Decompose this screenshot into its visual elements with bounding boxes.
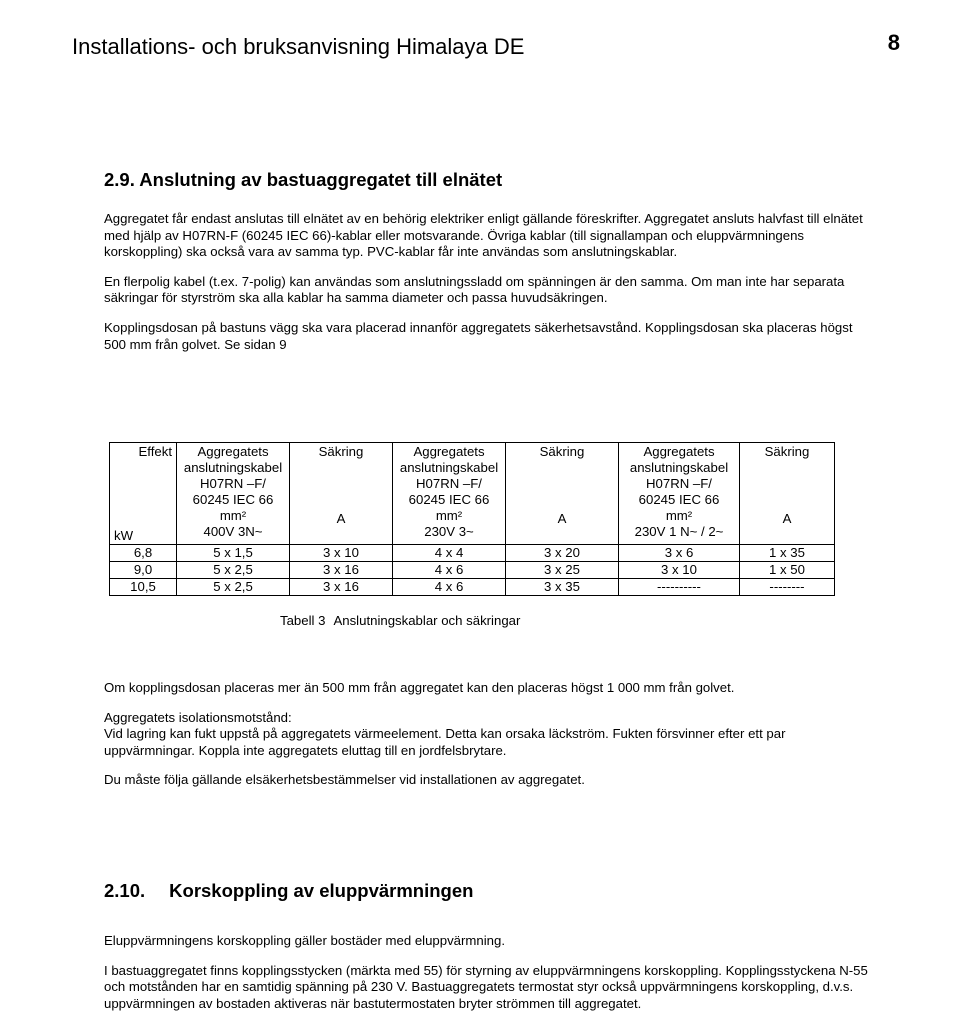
- section-2-10-body: [104, 933, 874, 1012]
- table-header-row: [110, 443, 835, 545]
- paragraph: Du måste följa gällande elsäkerhetsbestämmelser vid installationen av aggregatet.: [104, 772, 585, 788]
- paragraph: Om kopplingsdosan placeras mer än 500 mm från aggregatet kan den placeras högst 1 000 mm från golvet.: [104, 680, 735, 695]
- paragraph: En flerpolig kabel (t.ex. 7-polig) kan användas som anslutningssladd om spänningen är den samma. Om man inte har separata säkringar för styrström ska alla kablar ha samma diameter och passa huvudsäkringen.: [104, 273, 845, 306]
- header-cell-fuse: Säkring A: [506, 443, 619, 545]
- table-row: 10,5 5 x 2,5 3 x 16 4 x 6 3 x 35 ---------- --------: [110, 579, 835, 596]
- header-cell-cable-400v: Aggregatets anslutningskabel H07RN –F/ 60245 IEC 66 mm² 400V 3N~: [177, 443, 290, 545]
- table-row: 6,8 5 x 1,5 3 x 10 4 x 4 3 x 20 3 x 6 1 x 35: [110, 545, 835, 562]
- header-cell-power: Effekt kW: [110, 443, 177, 545]
- page-header: [72, 30, 900, 60]
- paragraph: Eluppvärmningens korskoppling gäller bostäder med eluppvärmning.: [104, 933, 505, 948]
- header-cell-fuse: Säkring A: [290, 443, 393, 545]
- paragraph: I bastuaggregatet finns kopplingsstycken (märkta med 55) för styrning av eluppvärmningens korskoppling. Kopplingsstyckena N-55 och motstånden har en samtidig spänning på 230 V. Bastuaggregatets termostat styr också uppvärmningens korskoppling, d.v.s. uppvärmningen av bostaden aktiveras när bastutermostaten bryter strömmen till aggregatet.: [104, 962, 868, 1011]
- document-title: Installations- och bruksanvisning Himalaya DE: [72, 34, 525, 59]
- cable-fuse-table: [109, 442, 835, 596]
- section-heading-2-10: 2.10. Korskoppling av eluppvärmningen: [104, 880, 474, 901]
- after-table-body: [104, 680, 874, 789]
- header-cell-cable-230v1: Aggregatets anslutningskabel H07RN –F/ 60245 IEC 66 mm² 230V 1 N~ / 2~: [619, 443, 740, 545]
- header-cell-cable-230v3: Aggregatets anslutningskabel H07RN –F/ 60245 IEC 66 mm² 230V 3~: [393, 443, 506, 545]
- paragraph: Vid lagring kan fukt uppstå på aggregatets värmeelement. Detta kan orsaka läckström. Fukten försvinner efter ett par uppvärmningar. Koppla inte aggregatets eluttag till en jordfelsbrytare.: [104, 726, 786, 758]
- paragraph: Kopplingsdosan på bastuns vägg ska vara placerad innanför aggregatets säkerhetsavstånd. Kopplingsdosan ska placeras högst 500 mm från golvet. Se sidan 9: [104, 319, 853, 352]
- table-caption: Tabell 3 Anslutningskablar och säkringar: [280, 613, 521, 628]
- page-number: 8: [887, 30, 900, 55]
- header-cell-fuse: Säkring A: [740, 443, 835, 545]
- paragraph-label: Aggregatets isolationsmotstånd:: [104, 709, 292, 725]
- paragraph: Aggregatet får endast anslutas till elnätet av en behörig elektriker enligt gällande föreskrifter. Aggregatet ansluts halvfast till elnätet med hjälp av H07RN-F (60245 IEC 66)-kablar eller motsvarande. Övriga kablar (till signallampan och eluppvärmningens korskoppling) ska också vara av samma typ. PVC-kablar får inte användas som anslutningskablar.: [104, 211, 863, 260]
- section-heading-2-9: 2.9. Anslutning av bastuaggregatet till elnätet: [104, 169, 503, 190]
- section-2-9-body: [104, 211, 874, 353]
- table-row: 9,0 5 x 2,5 3 x 16 4 x 6 3 x 25 3 x 10 1 x 50: [110, 562, 835, 579]
